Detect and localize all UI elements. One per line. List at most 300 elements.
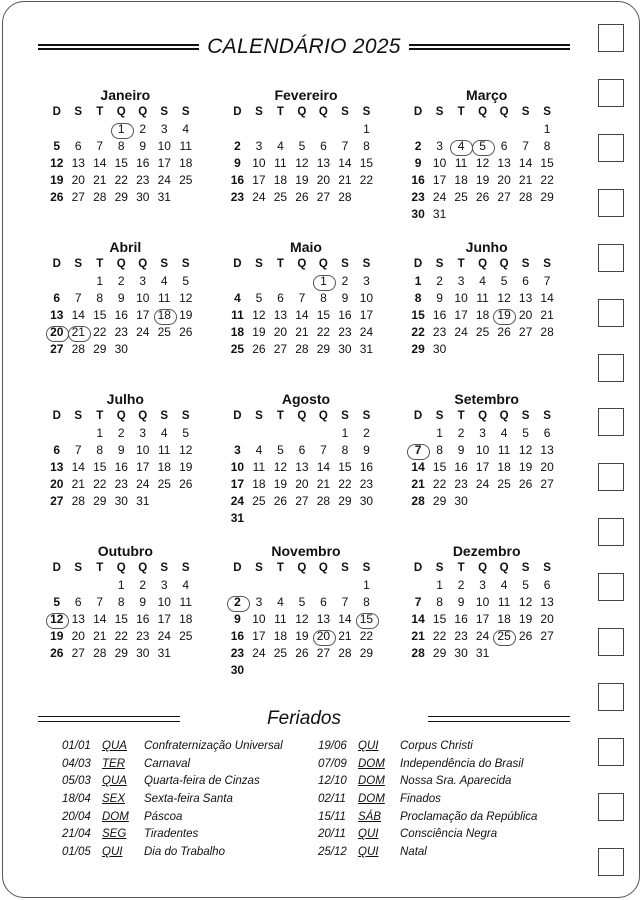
day-cell: 27 bbox=[71, 646, 85, 660]
empty-day bbox=[68, 121, 90, 138]
day-cell: 3 bbox=[479, 578, 486, 592]
week-row bbox=[407, 425, 566, 442]
day-cell: 2 bbox=[414, 139, 422, 153]
day-cell: 4 bbox=[160, 274, 168, 288]
week-row bbox=[46, 611, 205, 628]
holiday-weekday: DOM bbox=[102, 810, 129, 823]
weekday-label: T bbox=[276, 562, 284, 574]
holiday-day-cell: 18 bbox=[154, 307, 176, 324]
weekday-label: S bbox=[160, 106, 169, 118]
week-row bbox=[227, 341, 386, 358]
day-cell: 30 bbox=[136, 190, 150, 204]
checkbox[interactable] bbox=[598, 848, 624, 876]
day-cell: 18 bbox=[230, 325, 245, 339]
day-cell: 23 bbox=[114, 325, 128, 339]
day-cell: 11 bbox=[274, 612, 287, 626]
day-cell: 16 bbox=[136, 612, 150, 626]
empty-day bbox=[248, 662, 270, 679]
week-row bbox=[227, 189, 386, 206]
holiday-day-cell: 12 bbox=[46, 611, 68, 628]
checkbox[interactable] bbox=[598, 683, 624, 711]
month-block bbox=[227, 86, 386, 238]
weekday-label: S bbox=[160, 410, 169, 422]
day-cell: 26 bbox=[50, 190, 64, 204]
day-cell: 4 bbox=[500, 578, 508, 592]
day-cell: 18 bbox=[273, 173, 288, 187]
week-row bbox=[46, 324, 205, 341]
empty-day bbox=[227, 577, 249, 594]
weekday-label: Q bbox=[478, 562, 488, 574]
holidays-column bbox=[62, 738, 318, 862]
day-cell: 21 bbox=[411, 477, 425, 491]
day-cell: 18 bbox=[252, 477, 266, 491]
weekday-label: Q bbox=[116, 410, 126, 422]
day-cell: 12 bbox=[475, 156, 490, 170]
checkbox[interactable] bbox=[598, 189, 624, 217]
day-cell: 29 bbox=[411, 342, 425, 356]
day-cell: 10 bbox=[454, 291, 468, 305]
checkbox[interactable] bbox=[598, 354, 624, 382]
checkbox[interactable] bbox=[598, 299, 624, 327]
holiday-weekday: SEG bbox=[102, 828, 127, 841]
day-cell: 19 bbox=[295, 629, 309, 643]
holiday-weekday: QUI bbox=[102, 846, 123, 859]
day-cell: 12 bbox=[179, 291, 193, 305]
holiday-name: Nossa Sra. Aparecida bbox=[400, 775, 512, 788]
month-block bbox=[46, 86, 205, 238]
day-cell: 31 bbox=[359, 342, 374, 356]
holidays-rule-left bbox=[38, 716, 180, 722]
day-cell: 5 bbox=[298, 139, 306, 153]
day-cell: 1 bbox=[363, 578, 370, 592]
day-cell: 1 bbox=[96, 274, 104, 288]
weekday-label: D bbox=[233, 410, 242, 422]
day-cell: 11 bbox=[179, 139, 192, 153]
weekday-label: S bbox=[543, 562, 551, 574]
holidays-column bbox=[318, 738, 562, 862]
day-cell: 25 bbox=[179, 173, 193, 187]
day-cell: 8 bbox=[363, 139, 370, 153]
day-cell: 18 bbox=[454, 173, 468, 187]
day-cell: 3 bbox=[363, 274, 370, 288]
checkbox[interactable] bbox=[598, 134, 624, 162]
weekday-label: Q bbox=[138, 410, 148, 422]
day-cell: 11 bbox=[179, 595, 192, 609]
week-row bbox=[407, 155, 566, 172]
day-cell: 9 bbox=[139, 595, 147, 609]
empty-day bbox=[313, 662, 335, 679]
day-cell: 4 bbox=[277, 139, 284, 153]
holiday-item bbox=[62, 791, 318, 809]
holiday-item bbox=[62, 773, 318, 791]
day-cell: 30 bbox=[454, 494, 468, 508]
day-cell: 16 bbox=[136, 156, 150, 170]
checkbox[interactable] bbox=[598, 518, 624, 546]
day-cell: 9 bbox=[117, 443, 125, 457]
empty-day bbox=[175, 189, 197, 206]
day-cell: 9 bbox=[341, 291, 349, 305]
day-cell: 6 bbox=[53, 443, 61, 457]
holiday-day-cell: 4 bbox=[450, 138, 472, 155]
week-row bbox=[46, 594, 205, 611]
day-cell: 1 bbox=[341, 426, 349, 440]
holiday-day-cell: 5 bbox=[472, 138, 494, 155]
day-cell: 17 bbox=[157, 612, 171, 626]
day-cell: 24 bbox=[157, 629, 171, 643]
empty-day bbox=[493, 341, 515, 358]
empty-day bbox=[356, 189, 378, 206]
day-cell: 13 bbox=[316, 156, 331, 170]
day-cell: 11 bbox=[252, 460, 266, 474]
day-cell: 3 bbox=[139, 274, 147, 288]
week-row bbox=[407, 138, 566, 155]
week-row bbox=[227, 273, 386, 290]
week-row bbox=[227, 645, 386, 662]
checkbox[interactable] bbox=[598, 24, 624, 52]
weekday-label: S bbox=[74, 106, 83, 118]
day-cell: 21 bbox=[93, 173, 107, 187]
week-row bbox=[227, 172, 386, 189]
day-cell: 20 bbox=[540, 460, 554, 474]
holiday-date: 20/04 bbox=[62, 810, 91, 823]
day-cell: 4 bbox=[500, 426, 508, 440]
day-cell: 9 bbox=[414, 156, 422, 170]
day-cell: 2 bbox=[436, 274, 443, 288]
checkbox[interactable] bbox=[598, 628, 624, 656]
checkbox[interactable] bbox=[598, 573, 624, 601]
checkbox[interactable] bbox=[598, 408, 624, 436]
day-cell: 23 bbox=[411, 190, 425, 204]
day-cell: 26 bbox=[497, 325, 511, 339]
day-cell: 3 bbox=[457, 274, 465, 288]
weekday-label: S bbox=[341, 106, 349, 118]
holiday-day-cell: 20 bbox=[46, 324, 68, 341]
day-cell: 25 bbox=[273, 646, 288, 660]
day-cell: 17 bbox=[252, 629, 266, 643]
holiday-name: Sexta-feira Santa bbox=[144, 793, 233, 806]
day-cell: 27 bbox=[316, 190, 331, 204]
day-cell: 16 bbox=[411, 173, 425, 187]
day-cell: 13 bbox=[50, 460, 64, 474]
holiday-item bbox=[62, 738, 318, 756]
month-name: Novembro bbox=[271, 543, 341, 559]
day-cell: 15 bbox=[432, 460, 447, 474]
weekday-label: Q bbox=[478, 258, 488, 270]
day-cell: 19 bbox=[273, 477, 288, 491]
day-cell: 31 bbox=[230, 511, 245, 525]
month-name: Setembro bbox=[454, 391, 519, 407]
day-cell: 16 bbox=[359, 460, 374, 474]
day-cell: 14 bbox=[338, 612, 352, 626]
week-row bbox=[46, 172, 205, 189]
week-row bbox=[407, 476, 566, 493]
day-cell: 7 bbox=[341, 139, 349, 153]
weekday-header bbox=[407, 256, 566, 273]
week-row bbox=[46, 273, 205, 290]
day-cell: 28 bbox=[540, 325, 554, 339]
day-cell: 8 bbox=[363, 595, 370, 609]
day-cell: 28 bbox=[71, 342, 85, 356]
day-cell: 15 bbox=[338, 460, 352, 474]
week-row bbox=[46, 290, 205, 307]
week-row bbox=[46, 577, 205, 594]
holidays-title: Feriados bbox=[267, 708, 341, 729]
weekday-header bbox=[407, 104, 566, 121]
day-cell: 2 bbox=[457, 426, 465, 440]
empty-day bbox=[313, 577, 335, 594]
weekday-label: S bbox=[435, 258, 444, 270]
week-row bbox=[227, 425, 386, 442]
day-cell: 7 bbox=[96, 595, 104, 609]
day-cell: 13 bbox=[540, 443, 554, 457]
checkbox[interactable] bbox=[598, 79, 624, 107]
title-rule-right bbox=[409, 44, 570, 50]
day-cell: 14 bbox=[316, 460, 331, 474]
day-cell: 1 bbox=[543, 122, 551, 136]
months-grid bbox=[46, 86, 566, 694]
empty-day bbox=[68, 577, 90, 594]
empty-day bbox=[270, 577, 292, 594]
week-row bbox=[407, 442, 566, 459]
day-cell: 5 bbox=[500, 274, 508, 288]
week-row bbox=[407, 324, 566, 341]
month-name: Fevereiro bbox=[274, 87, 338, 103]
day-cell: 21 bbox=[295, 325, 309, 339]
day-cell: 13 bbox=[316, 612, 331, 626]
day-cell: 22 bbox=[411, 325, 425, 339]
holidays-list bbox=[62, 738, 562, 862]
weekday-label: D bbox=[413, 562, 423, 574]
day-cell: 23 bbox=[338, 325, 352, 339]
empty-day bbox=[291, 425, 313, 442]
day-cell: 5 bbox=[53, 595, 61, 609]
weekday-label: S bbox=[74, 258, 83, 270]
day-cell: 15 bbox=[432, 612, 447, 626]
week-row bbox=[46, 645, 205, 662]
day-cell: 11 bbox=[231, 308, 244, 322]
day-cell: 3 bbox=[160, 122, 168, 136]
checkbox-column bbox=[598, 24, 624, 876]
weekday-label: D bbox=[413, 258, 423, 270]
day-cell: 1 bbox=[96, 426, 104, 440]
holiday-name: Natal bbox=[400, 846, 427, 859]
day-cell: 19 bbox=[252, 325, 266, 339]
day-cell: 16 bbox=[230, 629, 245, 643]
day-cell: 29 bbox=[540, 190, 554, 204]
day-cell: 3 bbox=[436, 139, 443, 153]
day-cell: 14 bbox=[411, 460, 425, 474]
day-cell: 12 bbox=[295, 612, 309, 626]
day-cell: 6 bbox=[277, 291, 284, 305]
day-cell: 22 bbox=[114, 629, 128, 643]
day-cell: 15 bbox=[359, 156, 374, 170]
day-cell: 22 bbox=[114, 173, 128, 187]
day-cell: 2 bbox=[457, 578, 465, 592]
day-cell: 10 bbox=[475, 595, 490, 609]
empty-day bbox=[89, 577, 111, 594]
holiday-item bbox=[318, 773, 562, 791]
weekday-label: T bbox=[457, 106, 465, 118]
day-cell: 12 bbox=[295, 156, 309, 170]
day-cell: 10 bbox=[157, 139, 171, 153]
day-cell: 17 bbox=[136, 460, 150, 474]
weekday-label: T bbox=[276, 106, 284, 118]
weekday-label: S bbox=[521, 106, 530, 118]
empty-day bbox=[89, 121, 111, 138]
day-cell: 29 bbox=[93, 494, 107, 508]
day-cell: 11 bbox=[454, 156, 468, 170]
week-row bbox=[227, 324, 386, 341]
day-cell: 10 bbox=[432, 156, 447, 170]
day-cell: 26 bbox=[295, 190, 309, 204]
holiday-date: 15/11 bbox=[318, 810, 346, 823]
day-cell: 13 bbox=[273, 308, 288, 322]
month-block bbox=[46, 238, 205, 390]
empty-day bbox=[175, 493, 197, 510]
checkbox[interactable] bbox=[598, 244, 624, 272]
day-cell: 28 bbox=[411, 646, 425, 660]
weekday-header bbox=[227, 104, 386, 121]
weekday-label: S bbox=[181, 258, 190, 270]
day-cell: 19 bbox=[50, 629, 64, 643]
day-cell: 21 bbox=[540, 308, 554, 322]
day-cell: 28 bbox=[316, 494, 331, 508]
day-cell: 12 bbox=[252, 308, 266, 322]
checkbox[interactable] bbox=[598, 793, 624, 821]
weekday-label: S bbox=[255, 410, 263, 422]
day-cell: 12 bbox=[518, 595, 533, 609]
day-cell: 21 bbox=[518, 173, 533, 187]
day-cell: 4 bbox=[479, 274, 486, 288]
day-cell: 13 bbox=[71, 156, 85, 170]
weekday-label: S bbox=[362, 106, 371, 118]
empty-day bbox=[334, 577, 356, 594]
day-cell: 24 bbox=[359, 325, 374, 339]
checkbox[interactable] bbox=[598, 463, 624, 491]
day-cell: 28 bbox=[71, 494, 85, 508]
day-cell: 2 bbox=[341, 274, 349, 288]
page-title: CALENDÁRIO 2025 bbox=[207, 35, 401, 58]
week-row bbox=[46, 476, 205, 493]
day-cell: 15 bbox=[93, 460, 107, 474]
day-cell: 16 bbox=[432, 308, 447, 322]
empty-day bbox=[175, 645, 197, 662]
day-cell: 9 bbox=[234, 156, 241, 170]
holiday-item bbox=[318, 738, 562, 756]
day-cell: 4 bbox=[277, 595, 284, 609]
weekday-label: S bbox=[74, 410, 83, 422]
day-cell: 12 bbox=[518, 443, 533, 457]
weekday-label: D bbox=[233, 258, 242, 270]
day-cell: 4 bbox=[160, 426, 168, 440]
day-cell: 6 bbox=[320, 139, 327, 153]
day-cell: 27 bbox=[273, 342, 288, 356]
month-name: Outubro bbox=[97, 543, 153, 559]
day-cell: 20 bbox=[71, 629, 85, 643]
month-block bbox=[407, 86, 566, 238]
day-cell: 31 bbox=[136, 494, 150, 508]
holiday-item bbox=[62, 756, 318, 774]
holiday-item bbox=[62, 844, 318, 862]
day-cell: 2 bbox=[117, 274, 125, 288]
empty-day bbox=[132, 341, 154, 358]
week-row bbox=[46, 459, 205, 476]
day-cell: 6 bbox=[53, 291, 61, 305]
weekday-label: S bbox=[521, 410, 530, 422]
holiday-item bbox=[318, 826, 562, 844]
day-cell: 16 bbox=[230, 173, 245, 187]
week-row bbox=[227, 121, 386, 138]
day-cell: 21 bbox=[338, 173, 352, 187]
holiday-day-cell: 1 bbox=[111, 121, 133, 138]
day-cell: 24 bbox=[432, 190, 447, 204]
week-row bbox=[227, 611, 386, 628]
holiday-item bbox=[62, 809, 318, 827]
weekday-label: S bbox=[435, 106, 444, 118]
week-row bbox=[227, 628, 386, 645]
weekday-label: T bbox=[276, 410, 284, 422]
day-cell: 27 bbox=[316, 646, 331, 660]
month-block bbox=[227, 238, 386, 390]
day-cell: 11 bbox=[497, 443, 511, 457]
day-cell: 22 bbox=[359, 629, 374, 643]
day-cell: 31 bbox=[157, 190, 171, 204]
week-row bbox=[407, 341, 566, 358]
day-cell: 1 bbox=[436, 426, 443, 440]
day-cell: 25 bbox=[475, 325, 490, 339]
empty-day bbox=[291, 510, 313, 527]
day-cell: 1 bbox=[414, 274, 422, 288]
day-cell: 3 bbox=[479, 426, 486, 440]
holiday-day-cell: 15 bbox=[356, 611, 378, 628]
empty-day bbox=[334, 662, 356, 679]
day-cell: 22 bbox=[338, 477, 352, 491]
holiday-item bbox=[318, 844, 562, 862]
holiday-name: Tiradentes bbox=[144, 828, 199, 841]
day-cell: 30 bbox=[432, 342, 447, 356]
checkbox[interactable] bbox=[598, 738, 624, 766]
holiday-date: 07/09 bbox=[318, 757, 347, 770]
day-cell: 21 bbox=[316, 477, 331, 491]
day-cell: 20 bbox=[71, 173, 85, 187]
empty-day bbox=[313, 121, 335, 138]
holiday-weekday: DOM bbox=[358, 757, 385, 770]
weekday-label: Q bbox=[318, 106, 328, 118]
day-cell: 14 bbox=[295, 308, 309, 322]
day-cell: 5 bbox=[522, 426, 529, 440]
day-cell: 11 bbox=[274, 156, 287, 170]
day-cell: 28 bbox=[518, 190, 533, 204]
day-cell: 16 bbox=[338, 308, 352, 322]
day-cell: 26 bbox=[295, 646, 309, 660]
empty-day bbox=[248, 577, 270, 594]
weekday-label: S bbox=[543, 258, 551, 270]
weekday-label: Q bbox=[297, 258, 307, 270]
day-cell: 11 bbox=[476, 291, 489, 305]
day-cell: 3 bbox=[255, 595, 263, 609]
day-cell: 28 bbox=[93, 646, 107, 660]
weekday-label: T bbox=[96, 106, 104, 118]
weekday-label: Q bbox=[499, 106, 509, 118]
holiday-weekday: DOM bbox=[358, 793, 385, 806]
month-block bbox=[407, 390, 566, 542]
day-cell: 18 bbox=[497, 612, 511, 626]
day-cell: 27 bbox=[540, 629, 554, 643]
day-cell: 15 bbox=[114, 156, 128, 170]
week-row bbox=[46, 155, 205, 172]
day-cell: 30 bbox=[136, 646, 150, 660]
day-cell: 7 bbox=[320, 443, 327, 457]
